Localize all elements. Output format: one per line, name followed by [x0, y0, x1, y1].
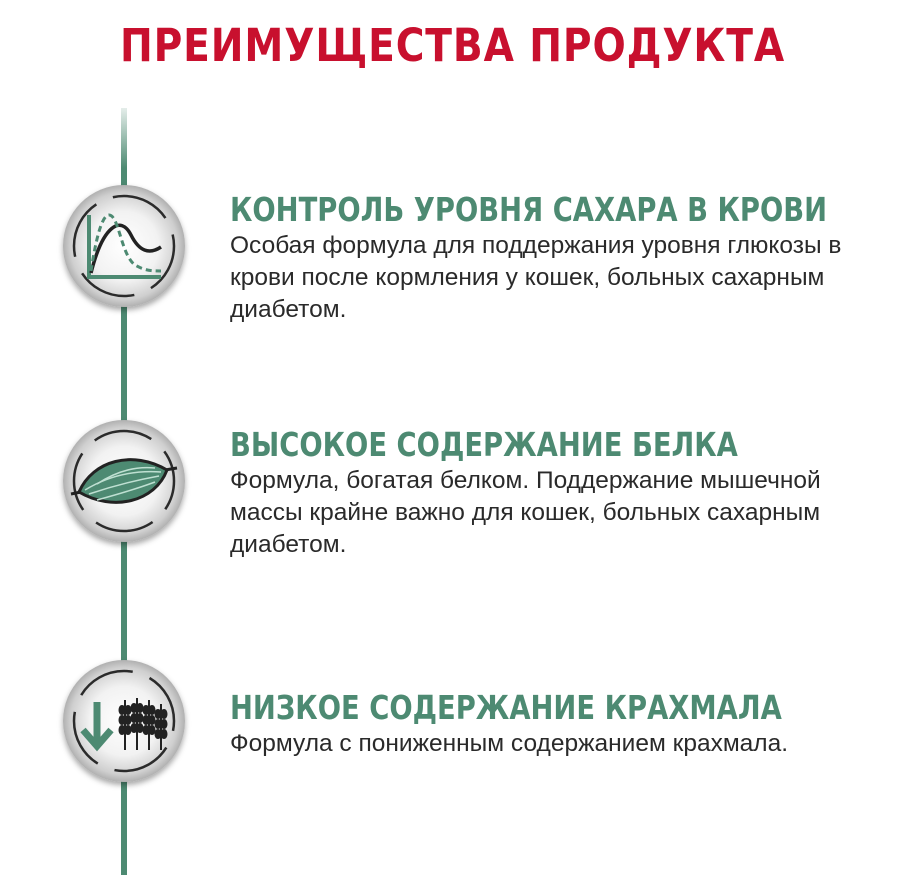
benefit-title: КОНТРОЛЬ УРОВНЯ САХАРА В КРОВИ	[230, 190, 828, 229]
blood-sugar-curve-icon	[63, 185, 185, 307]
benefit-description: Формула, богатая белком. Поддержание мышечной массы крайне важно для кошек, больных сахарным диабетом.	[230, 467, 821, 558]
benefit-title: ВЫСОКОЕ СОДЕРЖАНИЕ БЕЛКА	[230, 425, 738, 464]
benefit-high-protein	[230, 425, 890, 561]
low-starch-grain-icon	[63, 660, 185, 782]
benefit-title: НИЗКОЕ СОДЕРЖАНИЕ КРАХМАЛА	[230, 688, 782, 727]
benefit-description: Формула с пониженным содержанием крахмала.	[230, 730, 789, 757]
benefit-description: Особая формула для поддержания уровня глюкозы в крови после кормления у кошек, больных сахарным диабетом.	[230, 232, 842, 323]
benefit-blood-sugar	[230, 190, 890, 326]
muscle-fiber-icon	[63, 420, 185, 542]
benefit-low-starch	[230, 688, 890, 760]
page-title: ПРЕИМУЩЕСТВА ПРОДУКТА	[119, 19, 786, 72]
